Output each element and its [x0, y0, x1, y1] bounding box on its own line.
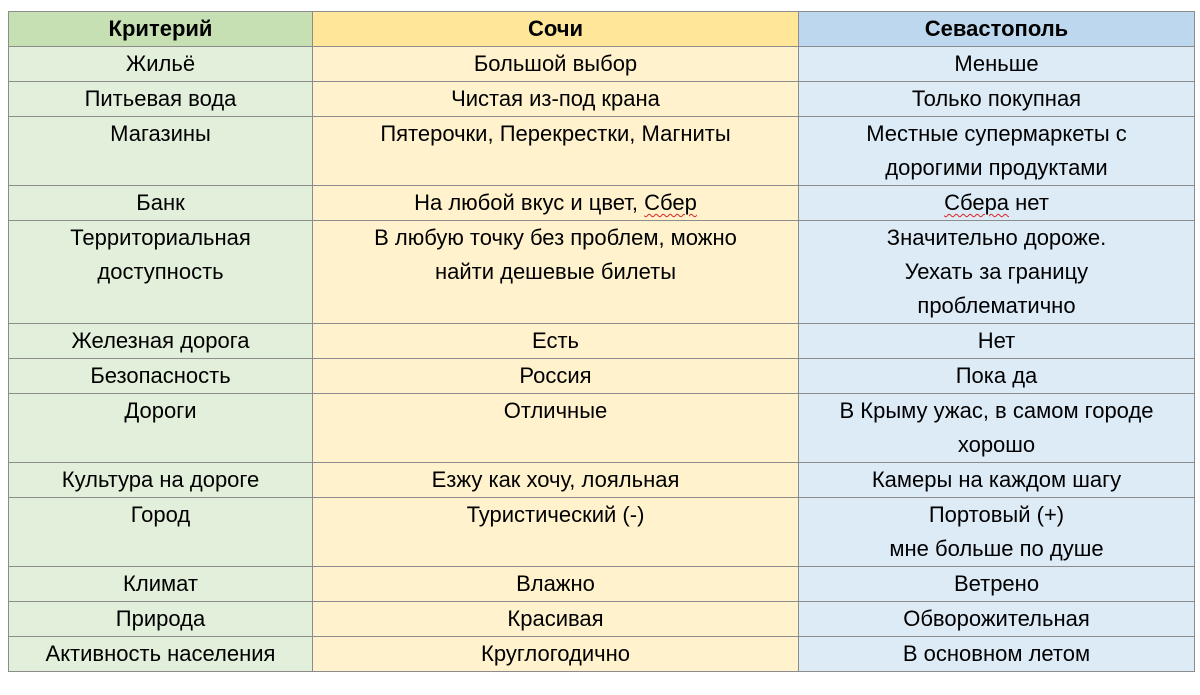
cell-text-line: В любую точку без проблем, можно — [374, 225, 737, 250]
cell-text-line: Территориальная — [70, 225, 251, 250]
header-row — [9, 12, 1195, 47]
cell-text-line: Город — [130, 502, 191, 527]
comparison-table — [8, 11, 1195, 672]
cell-sevastopol — [799, 567, 1195, 602]
cell-criterion — [9, 637, 313, 672]
cell-sochi — [313, 82, 799, 117]
cell-text-line: Жильё — [125, 51, 196, 76]
cell-sevastopol — [799, 186, 1195, 221]
cell-text-line: Пока да — [955, 363, 1038, 388]
table-body — [9, 47, 1195, 672]
cell-sochi — [313, 324, 799, 359]
table-row — [9, 186, 1195, 221]
cell-text-line: Значительно дороже. — [886, 225, 1107, 250]
cell-sevastopol — [799, 359, 1195, 394]
cell-sochi — [313, 394, 799, 463]
cell-sochi — [313, 359, 799, 394]
cell-text-line: Есть — [532, 328, 579, 353]
header-criterion: Критерий — [9, 12, 313, 47]
cell-text-line: Питьевая вода — [84, 86, 237, 111]
table-row — [9, 221, 1195, 324]
cell-sevastopol — [799, 117, 1195, 186]
cell-criterion — [9, 221, 313, 324]
table-row — [9, 637, 1195, 672]
cell-text-line: Нет — [977, 328, 1016, 353]
cell-sevastopol — [799, 602, 1195, 637]
cell-criterion — [9, 359, 313, 394]
cell-sevastopol — [799, 82, 1195, 117]
cell-sochi — [313, 186, 799, 221]
table-row — [9, 324, 1195, 359]
cell-text-line: Железная дорога — [71, 328, 250, 353]
cell-text-line: Местные супермаркеты с — [866, 121, 1127, 146]
cell-text-line: Россия — [519, 363, 592, 388]
table-header — [9, 12, 1195, 47]
cell-criterion — [9, 324, 313, 359]
spellcheck-word: Сбер — [644, 190, 697, 215]
cell-criterion — [9, 498, 313, 567]
cell-text-line: Круглогодично — [481, 641, 630, 666]
cell-text-line: На любой вкус и цвет, Сбер — [414, 190, 697, 215]
cell-text-line: доступность — [97, 259, 224, 284]
cell-text-line: Красивая — [507, 606, 604, 631]
cell-text-line: Большой выбор — [473, 51, 638, 76]
cell-sevastopol — [799, 324, 1195, 359]
cell-criterion — [9, 463, 313, 498]
cell-sochi — [313, 117, 799, 186]
cell-text-line: Туристический (-) — [466, 502, 645, 527]
comparison-table-wrapper — [8, 11, 1195, 672]
cell-sevastopol — [799, 221, 1195, 324]
cell-text-line: Банк — [136, 190, 185, 215]
cell-text-line: Дороги — [124, 398, 197, 423]
table-row — [9, 602, 1195, 637]
cell-criterion — [9, 394, 313, 463]
cell-text-line: дорогими продуктами — [885, 155, 1108, 180]
cell-sochi — [313, 602, 799, 637]
cell-text-line: Пятерочки, Перекрестки, Магниты — [380, 121, 731, 146]
cell-text-line: Климат — [123, 571, 198, 596]
cell-text-line: В Крыму ужас, в самом городе — [839, 398, 1154, 423]
cell-text-line: Меньше — [954, 51, 1039, 76]
cell-sochi — [313, 47, 799, 82]
table-row — [9, 82, 1195, 117]
cell-criterion — [9, 82, 313, 117]
cell-sochi — [313, 221, 799, 324]
cell-sochi — [313, 637, 799, 672]
cell-text-line: хорошо — [957, 432, 1036, 457]
cell-criterion — [9, 567, 313, 602]
table-row — [9, 117, 1195, 186]
header-sochi: Сочи — [313, 12, 799, 47]
cell-text-line: Уехать за границу — [904, 259, 1089, 284]
cell-text-line: Сбера нет — [944, 190, 1049, 215]
cell-sochi — [313, 567, 799, 602]
cell-text-line: мне больше по душе — [889, 536, 1104, 561]
cell-text-line: проблематично — [917, 293, 1076, 318]
table-row — [9, 394, 1195, 463]
cell-text-line: Магазины — [110, 121, 211, 146]
cell-text-line: Портовый (+) — [928, 502, 1065, 527]
table-row — [9, 47, 1195, 82]
cell-criterion — [9, 186, 313, 221]
cell-sevastopol — [799, 498, 1195, 567]
cell-sevastopol — [799, 463, 1195, 498]
cell-sochi — [313, 463, 799, 498]
cell-text-line: найти дешевые билеты — [434, 259, 677, 284]
cell-text-line: Ветрено — [953, 571, 1040, 596]
cell-text-line: Природа — [115, 606, 206, 631]
cell-text-line: Только покупная — [911, 86, 1082, 111]
cell-criterion — [9, 117, 313, 186]
table-row — [9, 359, 1195, 394]
table-row — [9, 498, 1195, 567]
cell-text-line: Отличные — [503, 398, 608, 423]
cell-text-line: В основном летом — [902, 641, 1091, 666]
cell-text-line: Влажно — [516, 571, 595, 596]
cell-text-line: Камеры на каждом шагу — [871, 467, 1122, 492]
cell-text-line: Чистая из-под крана — [451, 86, 660, 111]
cell-text-line: Безопасность — [90, 363, 231, 388]
table-row — [9, 463, 1195, 498]
spellcheck-word: Сбера — [944, 190, 1010, 215]
cell-sevastopol — [799, 637, 1195, 672]
cell-criterion — [9, 602, 313, 637]
table-row — [9, 567, 1195, 602]
cell-sevastopol — [799, 47, 1195, 82]
cell-sevastopol — [799, 394, 1195, 463]
cell-text-line: Обворожительная — [903, 606, 1090, 631]
cell-text-line: Езжу как хочу, лояльная — [431, 467, 680, 492]
cell-criterion — [9, 47, 313, 82]
header-sevastopol: Севастополь — [799, 12, 1195, 47]
cell-text-line: Культура на дороге — [61, 467, 260, 492]
cell-text-line: Активность населения — [45, 641, 276, 666]
cell-sochi — [313, 498, 799, 567]
